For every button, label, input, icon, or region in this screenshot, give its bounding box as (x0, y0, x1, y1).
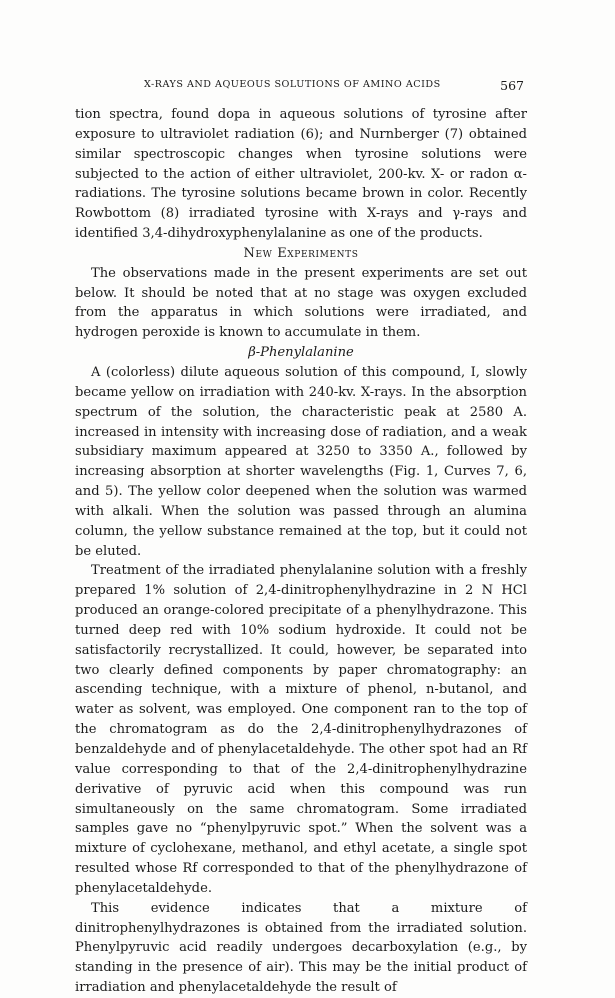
paragraph-continuation: tion spectra, found dopa in aqueous solutions of tyrosine after exposure to ultraviolet radiation (6); and Nurnberger (7) obtained similar spectroscopic changes when tyrosine solutions were subjected to the action of either ultraviolet, 200-kv. X- or radon α-radiations. The tyrosine solutions became brown in color. Recently Rowbottom (8) irradiated tyrosine with X-rays and γ-rays and identified 3,4-dihydroxyphenylalanine as one of the products. (75, 107, 527, 242)
body-text (75, 105, 527, 998)
section-heading: New Experiments (243, 245, 359, 261)
page-number: 567 (500, 78, 524, 93)
paragraph-phenylalanine: A (colorless) dilute aqueous solution of this compound, I, slowly became yellow on irradiation with 240-kv. X-rays. In the absorption spectrum of the solution, the characteristic peak at 2580 A. increased in intensity with increasing dose of radiation, and a weak subsidiary maximum appeared at 3250 to 3350 A., followed by increasing absorption at shorter wavelengths (Fig. 1, Curves 7, 6, and 5). The yellow color deepened when the solution was warmed with alkali. When the solution was passed through an alumina column, the yellow substance remained at the top, but it could not be eluted. (75, 364, 527, 559)
paragraph-observations: The observations made in the present experiments are set out below. It should be noted that at no stage was oxygen excluded from the apparatus in which solutions were irradiated, and hydrogen peroxide is known to accumulate in them. (75, 265, 527, 341)
subsection-heading: β-Phenylalanine (248, 345, 354, 361)
running-header (92, 78, 524, 94)
paragraph-evidence: This evidence indicates that a mixture of dinitrophenylhydrazones is obtained from the irradiated solution. Phenylpyruvic acid readily undergoes decarboxylation (e.g., by standing in the presence of air). This may be the initial product of irradiation and phenylacetaldehyde the result of (75, 900, 527, 996)
paragraph-treatment: Treatment of the irradiated phenylalanine solution with a freshly prepared 1% solution of 2,4-dinitrophenylhydrazine in 2 N HCl produced an orange-colored precipitate of a phenylhydrazone. This turned deep red with 10% sodium hydroxide. It could not be satisfactorily recrystallized. It could, however, be separated into two clearly defined components by paper chromatography: an ascending technique, with a mixture of phenol, n-butanol, and water as solvent, was employed. One component ran to the top of the chromatogram as do the 2,4-dinitrophenylhydrazones of benzaldehyde and of phenylacetaldehyde. The other spot had an Rf value corresponding to that of the 2,4-dinitrophenylhydrazine derivative of pyruvic acid when this compound was run simultaneously on the same chromatogram. Some irradiated samples gave no “phenylpyruvic spot.” When the solvent was a mixture of cyclohexane, methanol, and ethyl acetate, a single spot resulted whose Rf corresponded to that of the phenylhydrazone of phenylacetaldehyde. (75, 563, 527, 896)
running-title: X-RAYS AND AQUEOUS SOLUTIONS OF AMINO ACIDS (144, 79, 441, 90)
